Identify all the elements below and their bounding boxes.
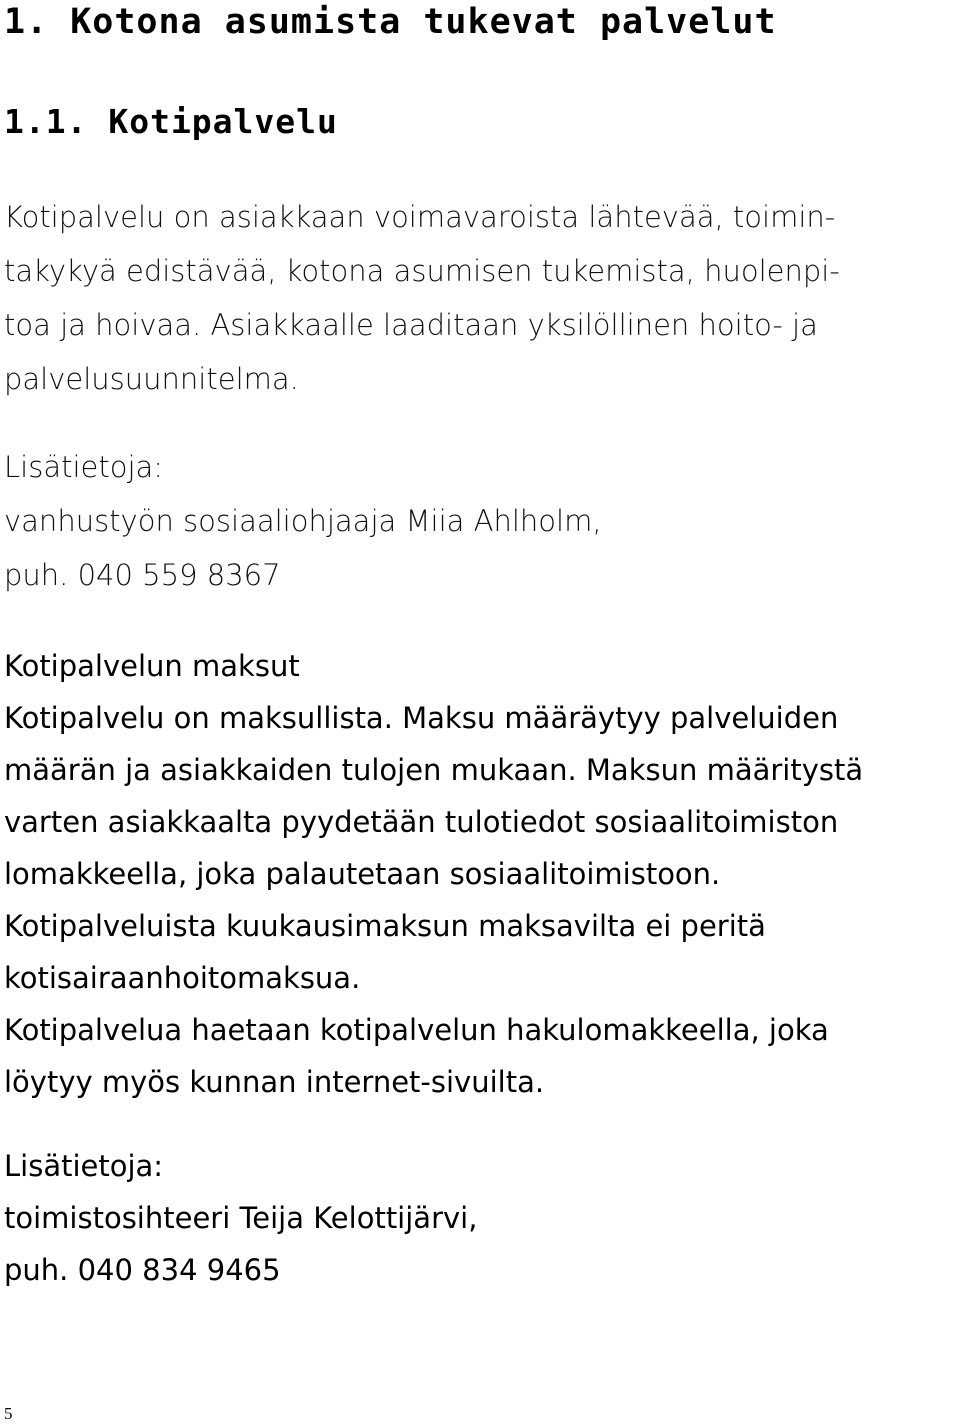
page-number: 5 [4, 1404, 13, 1423]
page-title: 1. Kotona asumista tukevat palvelut [4, 2, 777, 42]
contact-phone: puh. 040 559 8367 [4, 558, 281, 592]
intro-paragraph [4, 190, 840, 406]
fees-line: määrän ja asiakkaiden tulojen mukaan. Maksun määritystä [4, 753, 864, 787]
fees-line: Kotipalvelua haetaan kotipalvelun hakulomakkeella, joka [4, 1013, 829, 1047]
info-label: Lisätietoja: [4, 1149, 164, 1183]
contact-phone: puh. 040 834 9465 [4, 1253, 281, 1287]
fees-section [4, 640, 863, 1108]
contact-info-block [4, 1140, 477, 1296]
intro-line: takykyä edistävää, kotona asumisen tukemista, huolenpi- [4, 254, 840, 288]
intro-line: palvelusuunnitelma. [4, 362, 299, 396]
section-title: 1.1. Kotipalvelu [4, 102, 338, 141]
contact-info-block [4, 440, 602, 602]
fees-line: Kotipalveluista kuukausimaksun maksavilta ei peritä [4, 909, 766, 943]
fees-line: Kotipalvelu on maksullista. Maksu määräytyy palveluiden [4, 701, 839, 735]
fees-line: löytyy myös kunnan internet-sivuilta. [4, 1065, 545, 1099]
fees-line: kotisairaanhoitomaksua. [4, 961, 361, 995]
fees-title: Kotipalvelun maksut [4, 649, 300, 683]
contact-name: vanhustyön sosiaaliohjaaja Miia Ahlholm, [4, 504, 602, 538]
intro-line: Kotipalvelu on asiakkaan voimavaroista lähtevää, toimin- [4, 200, 836, 234]
info-label: Lisätietoja: [4, 450, 164, 484]
fees-line: lomakkeella, joka palautetaan sosiaalitoimistoon. [4, 857, 721, 891]
contact-name: toimistosihteeri Teija Kelottijärvi, [4, 1201, 478, 1235]
fees-line: varten asiakkaalta pyydetään tulotiedot sosiaalitoimiston [4, 805, 839, 839]
intro-line: toa ja hoivaa. Asiakkaalle laaditaan yksilöllinen hoito- ja [4, 308, 818, 342]
